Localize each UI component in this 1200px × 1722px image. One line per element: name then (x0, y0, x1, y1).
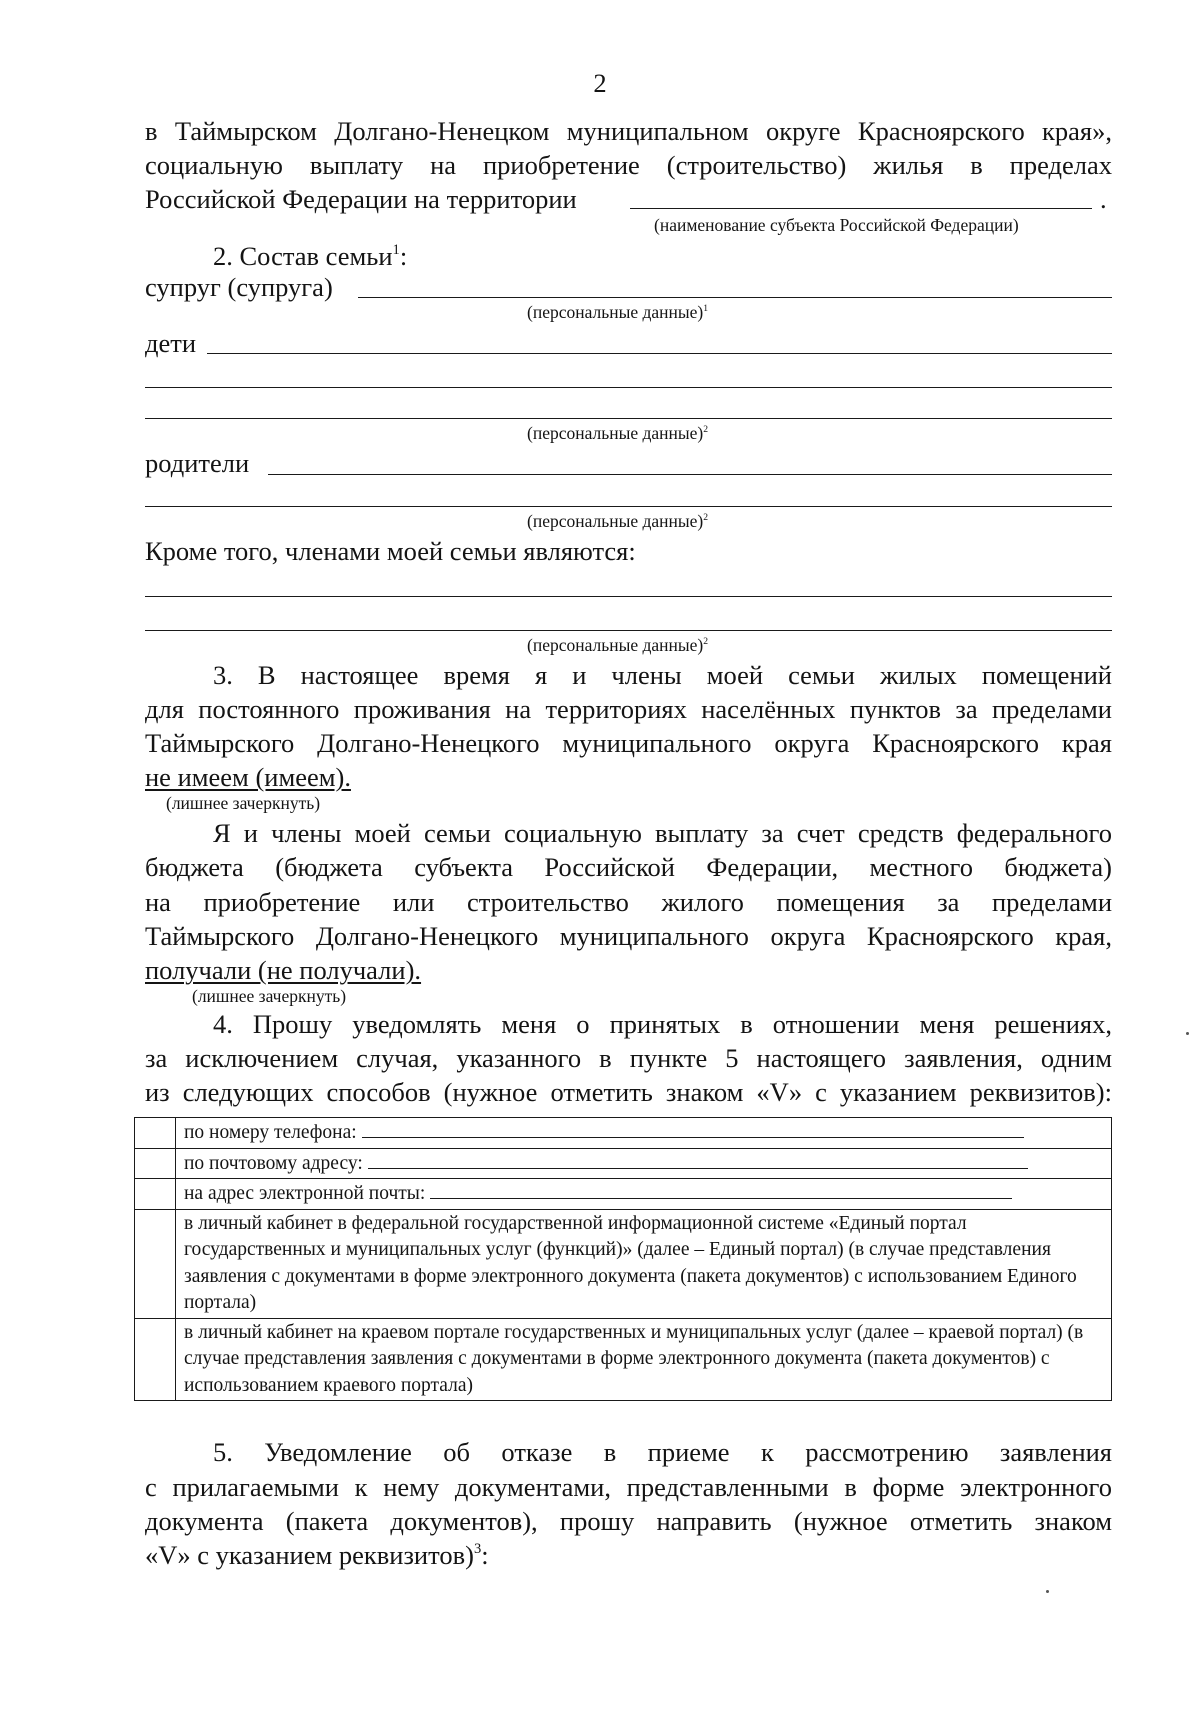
intro-line-2: социальную выплату на приобретение (строительство) жилья в пределах (145, 150, 1112, 180)
payment-option[interactable]: получали (не получали). (145, 955, 422, 985)
intro-line-1: в Таймырском Долгано-Ненецком муниципальном округе Красноярского края», (145, 116, 1112, 146)
option-email: на адрес электронной почты: (176, 1179, 1112, 1210)
checkbox-unified-portal[interactable] (135, 1209, 176, 1318)
parents-fill-line-2[interactable] (145, 506, 1112, 507)
section3-p2-line-2: бюджета (бюджета субъекта Российской Федерации, местного бюджета) (145, 852, 1112, 882)
section4-line-1: 4. Прошу уведомлять меня о принятых в отношении меня решениях, (213, 1009, 1112, 1039)
section5-line-1: 5. Уведомление об отказе в приеме к рассмотрению заявления (213, 1437, 1112, 1467)
section3-line-2: для постоянного проживания на территориях населённых пунктов за пределами (145, 694, 1112, 724)
housing-option[interactable]: не имеем (имеем). (145, 762, 351, 792)
children-caption: (персональные данные)$^2$ (527, 423, 709, 443)
table-row (135, 1148, 1112, 1179)
section3-p2-line-4: Таймырского Долгано-Ненецкого муниципального округа Красноярского края, (145, 921, 1112, 951)
scan-speck (1186, 1032, 1189, 1035)
page-number: 2 (593, 68, 607, 98)
subject-caption: (наименование субъекта Российской Федерации) (654, 215, 1019, 235)
children-fill-line-1[interactable] (207, 353, 1112, 354)
option-post: по почтовому адресу: (176, 1148, 1112, 1179)
section5-line-3: документа (пакета документов), прошу направить (нужное отметить знаком (145, 1506, 1112, 1536)
strike-note-2: (лишнее зачеркнуть) (192, 986, 347, 1006)
parents-caption: (персональные данные)$^2$ (527, 511, 709, 531)
table-row (135, 1118, 1112, 1149)
option-phone: по номеру телефона: (176, 1118, 1112, 1149)
family-heading: 2. Состав семьи$^1$: (213, 241, 408, 271)
children-fill-line-2[interactable] (145, 387, 1112, 388)
other-members-label: Кроме того, членами моей семьи являются: (145, 536, 636, 566)
checkbox-phone[interactable] (135, 1118, 176, 1149)
section3-p2-line-3: на приобретение или строительство жилого помещения за пределами (145, 887, 1112, 917)
table-row (135, 1179, 1112, 1210)
checkbox-regional-portal[interactable] (135, 1318, 176, 1401)
others-fill-line-1[interactable] (145, 596, 1112, 597)
subject-fill-line[interactable] (630, 208, 1092, 209)
section4-line-3: из следующих способов (нужное отметить знаком «V» с указанием реквизитов): (145, 1077, 1112, 1107)
parents-label: родители (145, 448, 250, 478)
spouse-caption: (персональные данные)$^1$ (527, 302, 709, 322)
children-fill-line-3[interactable] (145, 418, 1112, 419)
table-row (135, 1318, 1112, 1401)
spouse-fill-line[interactable] (358, 297, 1112, 298)
checkbox-post[interactable] (135, 1148, 176, 1179)
others-caption: (персональные данные)$^2$ (527, 635, 709, 655)
intro-line-3-end: . (1100, 184, 1107, 214)
scan-speck (1046, 1590, 1049, 1593)
others-fill-line-2[interactable] (145, 630, 1112, 631)
option-regional-portal: в личный кабинет на краевом портале государственных и муниципальных услуг (далее – краевой портал) (в случае представления заявления с документами в форме электронного документа (пакета документов) с использованием краевого портала) (176, 1318, 1112, 1401)
table-row (135, 1209, 1112, 1318)
section5-line-2: с прилагаемыми к нему документами, представленными в форме электронного (145, 1472, 1112, 1502)
email-fill-line[interactable] (430, 1180, 1012, 1199)
parents-fill-line-1[interactable] (268, 474, 1112, 475)
section3-p2-line-1: Я и члены моей семьи социальную выплату за счет средств федерального (213, 818, 1112, 848)
phone-fill-line[interactable] (362, 1119, 1024, 1138)
children-label: дети (145, 328, 197, 358)
section4-line-2: за исключением случая, указанного в пункте 5 настоящего заявления, одним (145, 1043, 1112, 1073)
option-unified-portal: в личный кабинет в федеральной государственной информационной системе «Единый портал государственных и муниципальных услуг (функций)» (далее – Единый портал) (в случае представления заявления с документами в форме электронного документа (пакета документов) с использованием Единого портала) (176, 1209, 1112, 1318)
strike-note-1: (лишнее зачеркнуть) (166, 793, 321, 813)
section3-line-3: Таймырского Долгано-Ненецкого муниципального округа Красноярского края (145, 728, 1112, 758)
checkbox-email[interactable] (135, 1179, 176, 1210)
notification-options-table (134, 1117, 1112, 1401)
section5-line-4: «V» с указанием реквизитов)$^3$: (145, 1540, 489, 1570)
section3-line-1: 3. В настоящее время я и члены моей семьи жилых помещений (213, 660, 1112, 690)
spouse-label: супруг (супруга) (145, 272, 333, 302)
intro-line-3: Российской Федерации на территории (145, 184, 577, 214)
post-fill-line[interactable] (368, 1150, 1028, 1169)
